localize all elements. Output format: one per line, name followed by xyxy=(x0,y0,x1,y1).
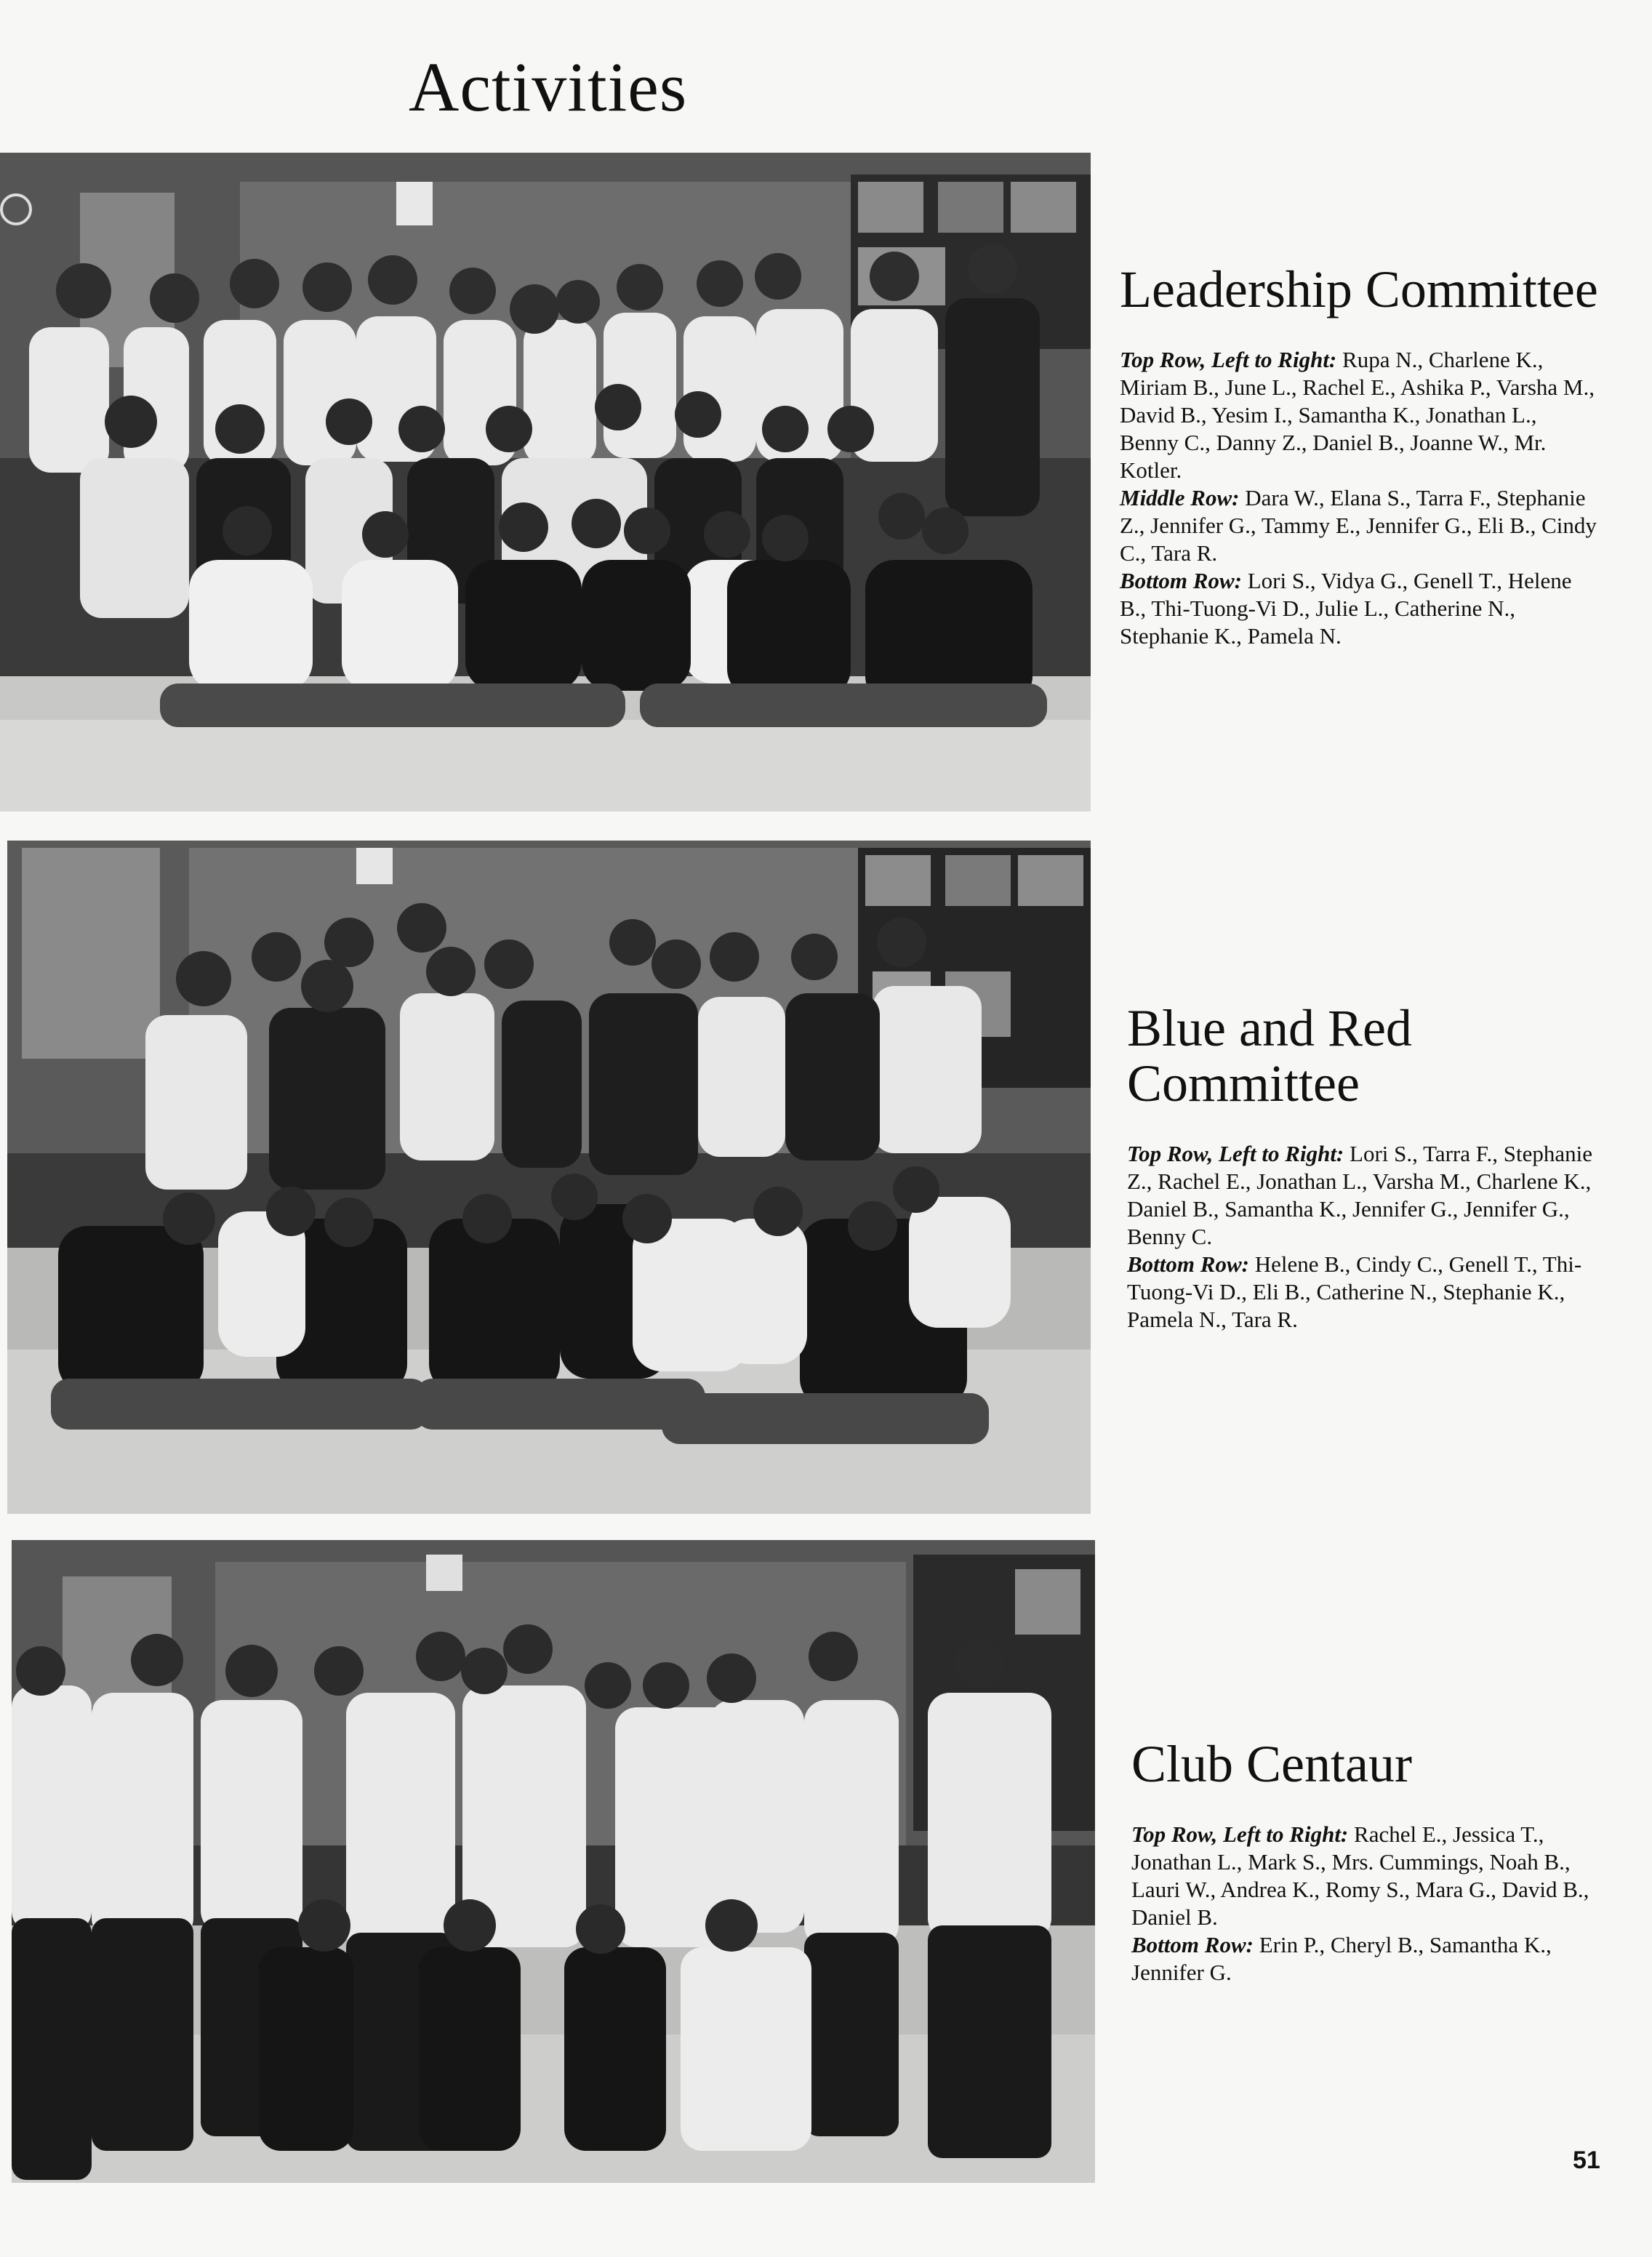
caption-club-centaur xyxy=(1131,1736,1611,1987)
row-label: Bottom Row: xyxy=(1127,1251,1249,1277)
roster-club-centaur xyxy=(1131,1821,1611,1987)
group-photo-blue-and-red-committee xyxy=(7,841,1091,1514)
row-names: Lori S., Vidya G., Genell T., Helene B., Thi-Tuong-Vi D., Julie L., Catherine N., Stephanie K., Pamela N. xyxy=(1120,568,1572,649)
roster-leadership-committee xyxy=(1120,346,1600,650)
row-names: Helene B., Cindy C., Genell T., Thi-Tuong-Vi D., Eli B., Catherine N., Stephanie K., Pamela N., Tara R. xyxy=(1127,1251,1582,1332)
page-title: Activities xyxy=(409,48,688,126)
roster-blue-and-red-committee xyxy=(1127,1140,1607,1334)
row-names: Dara W., Elana S., Tarra F., Stephanie Z., Jennifer G., Tammy E., Jennifer G., Eli B., Cindy C., Tara R. xyxy=(1120,485,1597,566)
group-photo-leadership-committee xyxy=(0,153,1091,811)
row-names: Rachel E., Jessica T., Jonathan L., Mark S., Mrs. Cummings, Noah B., Lauri W., Andrea K., Romy S., Mara G., David B., Daniel B. xyxy=(1131,1821,1589,1930)
row-names: Rupa N., Charlene K., Miriam B., June L., Rachel E., Ashika P., Varsha M., David B., Yesim I., Samantha K., Jonathan L., Benny C., Danny Z., Daniel B., Joanne W., Mr. Kotler. xyxy=(1120,347,1595,483)
row-label: Top Row, Left to Right: xyxy=(1127,1141,1344,1166)
row-label: Middle Row: xyxy=(1120,485,1240,510)
group-photo-club-centaur xyxy=(12,1540,1095,2183)
caption-blue-and-red-committee xyxy=(1127,1001,1607,1334)
row-label: Top Row, Left to Right: xyxy=(1131,1821,1349,1847)
heading-blue-and-red-committee: Blue and Red Committee xyxy=(1127,999,1412,1113)
row-label: Top Row, Left to Right: xyxy=(1120,347,1337,372)
heading-leadership-committee: Leadership Committee xyxy=(1120,260,1598,318)
caption-leadership-committee xyxy=(1120,262,1600,650)
row-label: Bottom Row: xyxy=(1120,568,1242,593)
row-label: Bottom Row: xyxy=(1131,1932,1254,1957)
heading-club-centaur: Club Centaur xyxy=(1131,1735,1412,1793)
row-names: Lori S., Tarra F., Stephanie Z., Rachel E., Jonathan L., Varsha M., Charlene K., Daniel B., Samantha K., Jennifer G., Jennifer G., Benny C. xyxy=(1127,1141,1593,1249)
row-names: Erin P., Cheryl B., Samantha K., Jennifer G. xyxy=(1131,1932,1552,1985)
page-number: 51 xyxy=(1573,2146,1600,2174)
